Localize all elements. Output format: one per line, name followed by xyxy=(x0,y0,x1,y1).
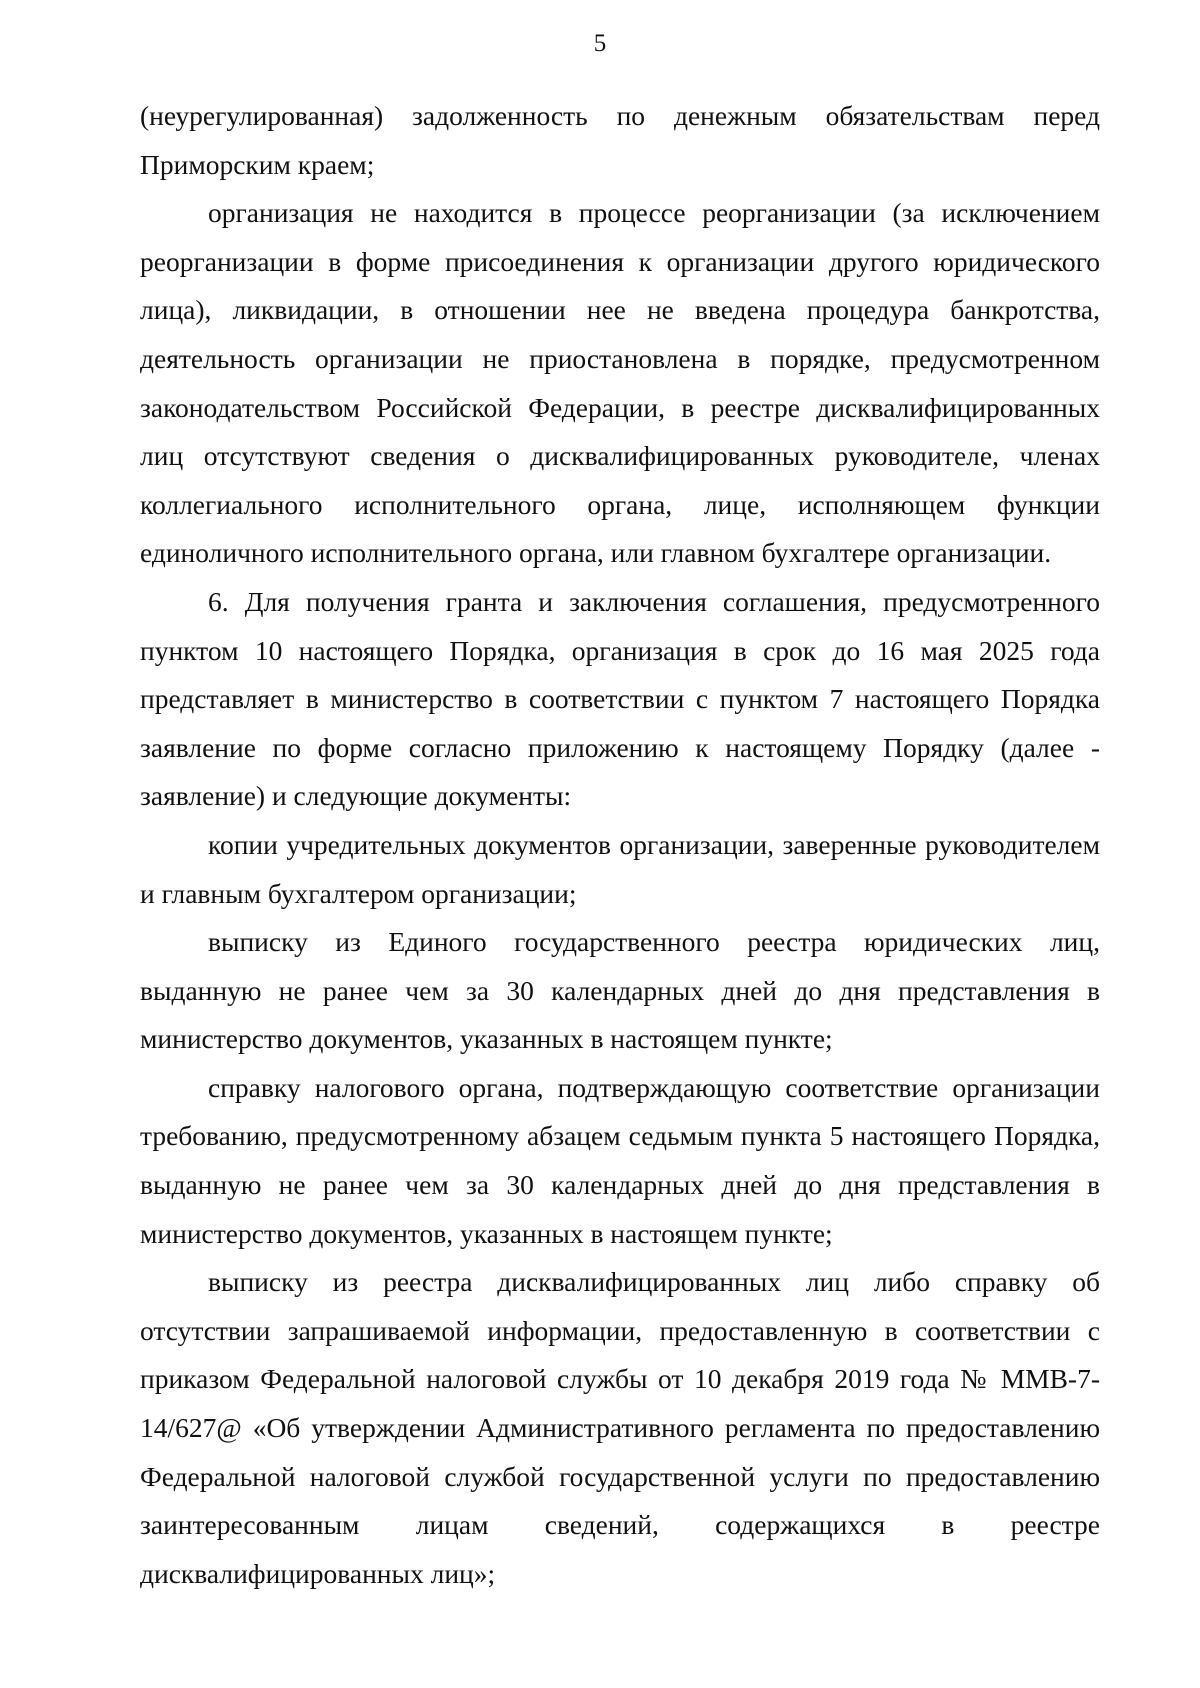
paragraph: (неурегулированная) задолженность по денежным обязательствам перед Приморским краем; xyxy=(140,100,1100,180)
paragraph: организация не находится в процессе реорганизации (за исключением реорганизации в форме присоединения к организации другого юридического лица), ликвидации, в отношении нее не введена процедура банкротства, деятельность организации не приостановлена в порядке, предусмотренном законодательством Российской Федерации, в реестре дисквалифицированных лиц отсутствуют сведения о дисквалифицированных руководителе, членах коллегиального исполнительного органа, лице, исполняющем функции единоличного исполнительного органа, или главном бухгалтере организации. xyxy=(140,197,1100,569)
paragraph: выписку из реестра дисквалифицированных лиц либо справку об отсутствии запрашиваемой информации, предоставленную в соответствии с приказом Федеральной налоговой службы от 10 декабря 2019 года № ММВ-7-14/627@ «Об утверждении Административного регламента по предоставлению Федеральной налоговой службой государственной услуги по предоставлению заинтересованным лицам сведений, содержащихся в реестре дисквалифицированных лиц»; xyxy=(140,1266,1100,1589)
paragraph: выписку из Единого государственного реестра юридических лиц, выданную не ранее чем за 30 календарных дней до дня представления в министерство документов, указанных в настоящем пункте; xyxy=(140,926,1100,1055)
document-body xyxy=(140,92,1100,1598)
paragraph: копии учредительных документов организации, заверенные руководителем и главным бухгалтером организации; xyxy=(140,828,1100,909)
page-number: 5 xyxy=(593,30,607,57)
paragraph: справку налогового органа, подтверждающую соответствие организации требованию, предусмотренному абзацем седьмым пункта 5 настоящего Порядка, выданную не ранее чем за 30 календарных дней до дня представления в министерство документов, указанных в настоящем пункте; xyxy=(140,1071,1100,1249)
paragraph: 6. Для получения гранта и заключения соглашения, предусмотренного пунктом 10 настоящего Порядка, организация в срок до 16 мая 2025 года представляет в министерство в соответствии с пунктом 7 настоящего Порядка заявление по форме согласно приложению к настоящему Порядку (далее - заявление) и следующие документы: xyxy=(140,585,1100,812)
